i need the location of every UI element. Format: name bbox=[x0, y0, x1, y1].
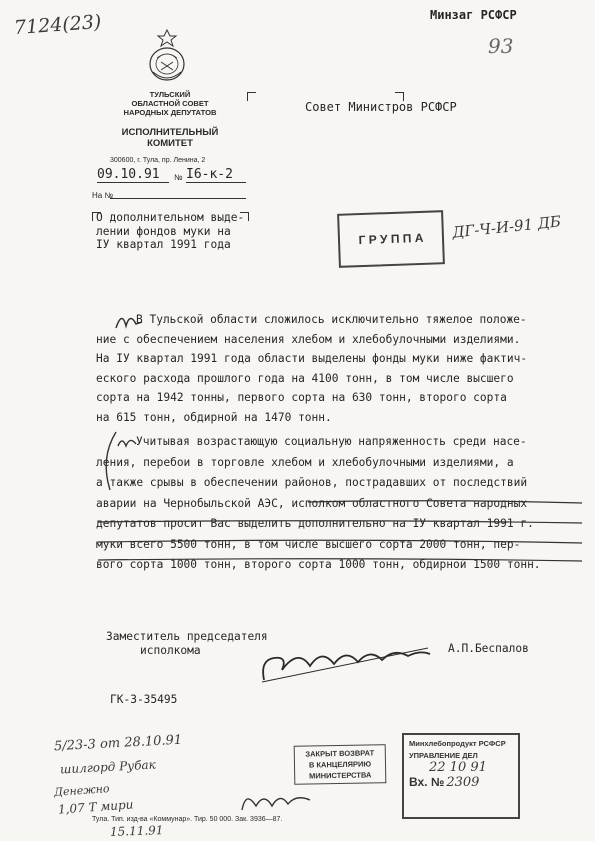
stamp-line: В КАНЦЕЛЯРИЮ bbox=[308, 759, 372, 770]
margin-mark-2 bbox=[96, 428, 140, 498]
para-line: депутатов просит Вас выделить дополнительно на IУ квартал 1991 г. bbox=[96, 517, 534, 530]
signature bbox=[258, 640, 438, 690]
handwritten-note: 15.11.91 bbox=[109, 823, 164, 839]
para-line: На IУ квартал 1991 года области выделены фонды муки ниже фактич- bbox=[96, 352, 528, 365]
org-line: ОБЛАСТНОЙ СОВЕТ bbox=[131, 99, 209, 108]
subject-line: IУ квартал 1991 года bbox=[96, 238, 231, 251]
para-line: вого сорта 1000 тонн, второго сорта 1000 тонн, обдирной 1500 тонн. bbox=[96, 558, 541, 571]
letterhead-address: 300600, г. Тула, пр. Ленина, 2 bbox=[110, 157, 206, 164]
para-line: аварии на Чернобыльской АЭС, исполком областного Совета народных bbox=[96, 496, 528, 510]
letterhead-org bbox=[95, 90, 245, 117]
coat-of-arms-emblem bbox=[145, 28, 189, 86]
paragraph-1 bbox=[96, 310, 527, 427]
committee-line: ИСПОЛНИТЕЛЬНЫЙ bbox=[121, 127, 219, 138]
para-line: а также срывы в обеспечении районов, пострадавших от последствий bbox=[96, 476, 528, 489]
org-line: ТУЛЬСКИЙ bbox=[149, 90, 191, 99]
doc-code: ГК-3-35495 bbox=[110, 693, 178, 706]
committee-line: КОМИТЕТ bbox=[147, 138, 193, 149]
handwritten-note: Денежно bbox=[53, 782, 110, 799]
para-line: муки всего 5500 тонн, в том числе высшего сорта 2000 тонн, пер- bbox=[96, 537, 521, 551]
print-footer: Тула. Тип. изд-ва «Коммунар». Тир. 50 000. Зак. 3936—87. bbox=[92, 816, 283, 823]
handwritten-underlines bbox=[96, 490, 591, 564]
registration-stamp bbox=[402, 733, 520, 819]
archive-number: 7124(23) bbox=[13, 10, 103, 40]
group-stamp: Г Р У П П А bbox=[337, 210, 445, 268]
para-line: В Тульской области сложилось исключительно тяжелое положе- bbox=[136, 313, 527, 326]
handwritten-note: шилгорд Рубак bbox=[59, 757, 157, 777]
para-line: на 615 тонн, обдирной на 1470 тонн. bbox=[96, 410, 332, 424]
org-line: НАРОДНЫХ ДЕПУТАТОВ bbox=[123, 108, 217, 117]
signature-title-line: исполкома bbox=[140, 644, 201, 657]
para-line: еского расхода прошлого года на 4100 тонн, в том числе высшего bbox=[96, 371, 514, 385]
subject-line: лении фондов муки на bbox=[96, 224, 231, 238]
signatory-name: А.П.Беспалов bbox=[448, 642, 529, 655]
on-no-line bbox=[110, 198, 246, 199]
subject-line: О дополнительном выде- bbox=[96, 211, 245, 224]
vh-label: Вх. № bbox=[409, 775, 445, 789]
vh-number: 2309 bbox=[446, 775, 480, 790]
handwritten-note: 1,07 Т мири bbox=[57, 797, 134, 817]
letter-date: 09.10.91 bbox=[97, 167, 169, 183]
margin-mark-1 bbox=[112, 308, 146, 332]
stamp-date: 22 10 91 bbox=[429, 760, 487, 775]
para-line: сорта на 1942 тонны, первого сорта на 630 тонн, второго сорта bbox=[96, 391, 507, 404]
para-line: Учитывая возрастающую социальную напряженность среди насе- bbox=[136, 435, 527, 448]
para-line: ние с обеспечением населения хлебом и хлебобулочными изделиями. bbox=[96, 332, 521, 346]
handwritten-note: 5/23-3 от 28.10.91 bbox=[53, 732, 183, 755]
page-number: 93 bbox=[488, 34, 514, 58]
letter-number: I6-к-2 bbox=[186, 167, 246, 183]
archive-stamp bbox=[294, 744, 387, 785]
signature-title bbox=[106, 630, 268, 658]
stamp-line: МИНИСТЕРСТВА bbox=[308, 770, 372, 781]
stamp-line: ЗАКРЫТ ВОЗВРАТ bbox=[305, 748, 375, 759]
addressee: Совет Министров РСФСР bbox=[305, 100, 457, 114]
bracket-mark bbox=[247, 92, 256, 101]
on-no-label: На № bbox=[92, 191, 114, 200]
stamp-line: УПРАВЛЕНИЕ ДЕЛ bbox=[409, 751, 478, 760]
letterhead-committee bbox=[95, 127, 245, 149]
handwritten-scribble bbox=[238, 786, 318, 816]
subject bbox=[96, 211, 244, 252]
handwritten-stamp-mark: ДГ-Ч-И-91 ДБ bbox=[451, 212, 562, 242]
stamp-line: Минхлебопродукт РСФСР bbox=[409, 739, 506, 748]
para-line: ления, перебои в торговле хлебом и хлебобулочными изделиями, а bbox=[96, 455, 514, 469]
number-sign: № bbox=[174, 173, 183, 182]
recipient-org: Минзаг РСФСР bbox=[430, 8, 517, 22]
signature-title-line: Заместитель председателя bbox=[106, 630, 268, 643]
